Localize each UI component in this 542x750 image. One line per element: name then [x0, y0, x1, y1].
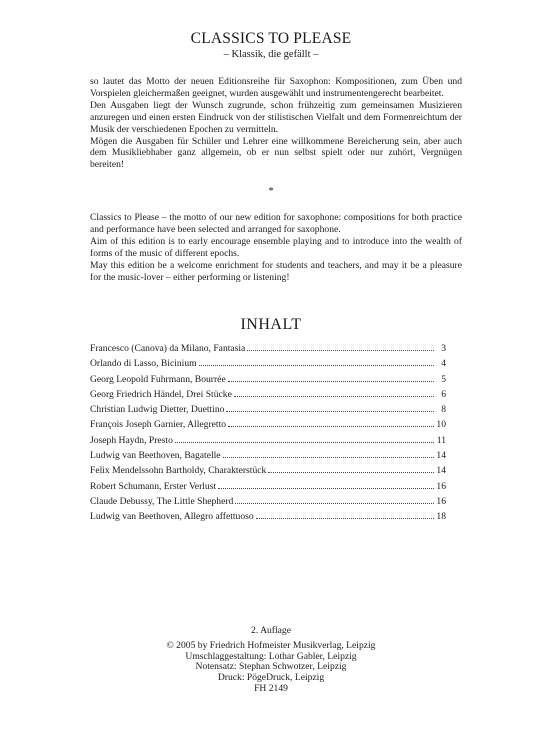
toc-leader [234, 395, 434, 397]
toc-item [90, 341, 446, 356]
toc-entry: Ludwig van Beethoven, Allegro affettuoso [90, 511, 254, 523]
intro-english-paragraph: Classics to Please – the motto of our new edition for saxophone: compositions for both practice and performance have been selected and arranged for saxophone. [90, 212, 462, 235]
toc-item [90, 448, 446, 463]
toc-entry: Georg Friedrich Händel, Drei Stücke [90, 388, 232, 400]
toc-entry: Orlando di Lasso, Bicinium [90, 358, 197, 370]
toc-entry: Christian Ludwig Dietter, Duettino [90, 404, 225, 416]
toc-item [90, 433, 446, 448]
intro-german-paragraph: Den Ausgaben liegt der Wunsch zugrunde, schon frühzeitig zum gemeinsamen Musizieren anzuregen und einen ersten Eindruck von der stilistischen Vielfalt und dem Formenreichtum der Musik der verschiedenen Epochen zu vermitteln. [90, 99, 462, 135]
toc-item [90, 479, 446, 494]
toc-leader [228, 380, 434, 382]
contents-heading: INHALT [240, 316, 302, 333]
toc-page-number: 11 [436, 434, 446, 446]
toc-page-number: 5 [441, 373, 446, 385]
toc-page-number: 16 [436, 480, 446, 492]
toc-entry: Ludwig van Beethoven, Bagatelle [90, 450, 221, 462]
music-setting-credit: Notensatz: Stephan Schwotzer, Leipzig [195, 661, 347, 673]
toc-leader [235, 502, 434, 504]
section-separator: * [268, 186, 274, 197]
toc-page-number: 14 [436, 450, 446, 462]
copyright-line: © 2005 by Friedrich Hofmeister Musikverlag, Leipzig [166, 639, 376, 651]
intro-german-paragraph: so lautet das Motto der neuen Editionsreihe für Saxophon: Kompositionen, zum Üben und Vorspielen gleichermaßen geeignet, wurden ausgewählt und instrumentengerecht bearbeitet. [90, 76, 462, 99]
imprint [0, 626, 542, 695]
toc-item [90, 463, 446, 478]
cover-design-credit: Umschlaggestaltung: Lothar Gabler, Leipzig [185, 650, 357, 662]
intro-english-paragraph: Aim of this edition is to early encourage ensemble playing and to introduce into the wealth of forms of the music of different epochs. [90, 235, 462, 259]
intro-german [90, 76, 462, 171]
toc-page-number: 4 [441, 358, 446, 370]
toc-entry: Robert Schumann, Erster Verlust [90, 480, 217, 492]
intro-english-paragraph: May this edition be a welcome enrichment for students and teachers, and may it be a pleasure for the music-lover – either performing or listening! [90, 259, 462, 283]
page-title: CLASSICS TO PLEASE [190, 30, 352, 47]
print-credit: Druck: PögeDruck, Leipzig [217, 672, 325, 684]
intro-english [90, 212, 462, 283]
toc-item [90, 417, 446, 432]
toc-leader [268, 471, 434, 473]
toc-item [90, 372, 446, 387]
toc-entry: Felix Mendelssohn Bartholdy, Charakterstück [90, 465, 267, 477]
toc-item [90, 402, 446, 417]
toc-leader [223, 456, 434, 458]
toc-leader [247, 349, 434, 351]
edition-label: 2. Auflage [251, 625, 291, 636]
toc-page-number: 16 [436, 495, 446, 507]
toc-leader [256, 517, 434, 519]
toc-entry: Francesco (Canova) da Milano, Fantasia [90, 343, 246, 354]
page-subtitle: – Klassik, die gefällt – [223, 49, 319, 60]
toc-entry: Claude Debussy, The Little Shepherd [90, 495, 234, 507]
toc-leader [218, 487, 434, 489]
toc-leader [226, 410, 434, 412]
toc-entry: Georg Leopold Fuhrmann, Bourrée [90, 373, 226, 385]
toc-leader [199, 364, 434, 366]
toc-page-number: 10 [436, 419, 446, 431]
toc-leader [228, 425, 434, 427]
toc-entry: Joseph Haydn, Presto [90, 434, 173, 446]
toc-item [90, 494, 446, 509]
toc-leader [175, 441, 434, 443]
table-of-contents [90, 341, 446, 525]
toc-page-number: 8 [441, 404, 446, 416]
toc-page-number: 18 [436, 511, 446, 523]
toc-item [90, 387, 446, 402]
toc-item [90, 356, 446, 371]
toc-page-number: 14 [436, 465, 446, 477]
toc-page-number: 6 [441, 388, 446, 400]
intro-german-paragraph: Mögen die Ausgaben für Schüler und Lehrer eine willkommene Bereicherung sein, aber auch dem Musikliebhaber ganz allgemein, ob er nun selbst spielt oder nur zuhört, Vergnügen bereiten! [90, 135, 462, 171]
toc-entry: François Joseph Garnier, Allegretto [90, 419, 227, 431]
catalog-number: FH 2149 [254, 682, 288, 694]
toc-item [90, 509, 446, 524]
toc-page-number: 3 [441, 343, 446, 354]
